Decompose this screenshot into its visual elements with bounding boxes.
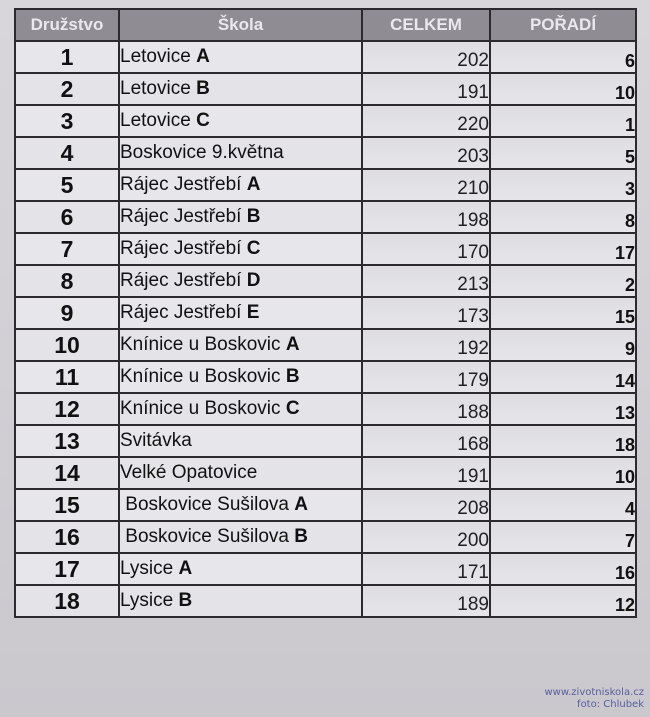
table-row (15, 201, 636, 233)
team-letter: B (294, 526, 308, 547)
team-number: 6 (15, 201, 119, 233)
school-label: Knínice u Boskovic (120, 334, 281, 355)
team-letter: C (246, 238, 261, 259)
team-letter: D (246, 270, 261, 291)
team-number: 16 (15, 521, 119, 553)
total-score: 198 (362, 201, 490, 233)
table-row (15, 169, 636, 201)
total-score: 179 (362, 361, 490, 393)
header-team: Družstvo (15, 9, 119, 41)
table-row (15, 73, 636, 105)
school-label: Boskovice Sušilova (120, 494, 289, 515)
team-number: 18 (15, 585, 119, 617)
team-letter: A (285, 334, 300, 355)
school-name (119, 457, 362, 489)
results-body (15, 41, 636, 617)
total-score: 208 (362, 489, 490, 521)
rank-value: 3 (490, 169, 636, 201)
rank-value: 16 (490, 553, 636, 585)
school-name (119, 233, 362, 265)
school-name (119, 489, 362, 521)
school-name (119, 41, 362, 73)
header-rank: POŘADÍ (490, 9, 636, 41)
school-label: Boskovice Sušilova (120, 526, 289, 547)
rank-value: 12 (490, 585, 636, 617)
rank-value: 10 (490, 73, 636, 105)
table-row (15, 361, 636, 393)
school-label: Svitávka (120, 430, 192, 451)
school-label: Lysice (120, 590, 174, 611)
team-number: 10 (15, 329, 119, 361)
total-score: 220 (362, 105, 490, 137)
photo-credit (545, 687, 645, 711)
team-number: 5 (15, 169, 119, 201)
total-score: 173 (362, 297, 490, 329)
school-label: Velké Opatovice (120, 462, 258, 483)
total-score: 203 (362, 137, 490, 169)
school-name (119, 265, 362, 297)
rank-value: 4 (490, 489, 636, 521)
school-name (119, 297, 362, 329)
table-row (15, 585, 636, 617)
team-number: 7 (15, 233, 119, 265)
header-school: Škola (119, 9, 362, 41)
team-number: 9 (15, 297, 119, 329)
team-letter: A (196, 46, 210, 67)
table-row (15, 297, 636, 329)
school-label: Letovice (120, 46, 191, 67)
school-name (119, 329, 362, 361)
total-score: 192 (362, 329, 490, 361)
table-row (15, 489, 636, 521)
school-label: Rájec Jestřebí (120, 302, 242, 323)
school-label: Rájec Jestřebí (120, 270, 242, 291)
rank-value: 10 (490, 457, 636, 489)
school-label: Rájec Jestřebí (120, 174, 242, 195)
school-label: Rájec Jestřebí (120, 206, 242, 227)
team-number: 8 (15, 265, 119, 297)
total-score: 188 (362, 393, 490, 425)
rank-value: 14 (490, 361, 636, 393)
team-letter: B (246, 206, 261, 227)
total-score: 168 (362, 425, 490, 457)
team-letter: A (178, 558, 193, 579)
table-row (15, 425, 636, 457)
rank-value: 8 (490, 201, 636, 233)
table-row (15, 329, 636, 361)
results-table (14, 8, 637, 618)
rank-value: 7 (490, 521, 636, 553)
school-label: Lysice (120, 558, 174, 579)
team-letter: A (294, 494, 308, 515)
rank-value: 9 (490, 329, 636, 361)
total-score: 210 (362, 169, 490, 201)
rank-value: 1 (490, 105, 636, 137)
table-row (15, 41, 636, 73)
rank-value: 13 (490, 393, 636, 425)
team-number: 12 (15, 393, 119, 425)
team-letter: C (196, 110, 210, 131)
team-letter: E (246, 302, 260, 323)
school-name (119, 137, 362, 169)
table-row (15, 105, 636, 137)
team-number: 14 (15, 457, 119, 489)
rank-value: 5 (490, 137, 636, 169)
total-score: 191 (362, 457, 490, 489)
team-number: 1 (15, 41, 119, 73)
total-score: 191 (362, 73, 490, 105)
total-score: 200 (362, 521, 490, 553)
team-number: 17 (15, 553, 119, 585)
school-label: Boskovice 9.května (120, 142, 284, 163)
table-row (15, 265, 636, 297)
table-row (15, 233, 636, 265)
school-label: Knínice u Boskovic (120, 398, 281, 419)
total-score: 171 (362, 553, 490, 585)
rank-value: 15 (490, 297, 636, 329)
table-row (15, 457, 636, 489)
rank-value: 17 (490, 233, 636, 265)
table-row (15, 393, 636, 425)
school-name (119, 105, 362, 137)
school-label: Rájec Jestřebí (120, 238, 242, 259)
total-score: 202 (362, 41, 490, 73)
team-number: 2 (15, 73, 119, 105)
school-name (119, 553, 362, 585)
team-letter: C (285, 398, 300, 419)
school-name (119, 521, 362, 553)
school-name (119, 361, 362, 393)
total-score: 213 (362, 265, 490, 297)
rank-value: 6 (490, 41, 636, 73)
total-score: 189 (362, 585, 490, 617)
school-label: Letovice (120, 78, 191, 99)
school-name (119, 73, 362, 105)
header-row (15, 9, 636, 41)
team-letter: B (285, 366, 300, 387)
school-label: Letovice (120, 110, 191, 131)
school-name (119, 585, 362, 617)
table-row (15, 137, 636, 169)
total-score: 170 (362, 233, 490, 265)
team-letter: A (246, 174, 261, 195)
team-number: 3 (15, 105, 119, 137)
rank-value: 18 (490, 425, 636, 457)
team-number: 11 (15, 361, 119, 393)
school-name (119, 393, 362, 425)
table-row (15, 521, 636, 553)
rank-value: 2 (490, 265, 636, 297)
school-name (119, 201, 362, 233)
team-letter: B (178, 590, 193, 611)
table-row (15, 553, 636, 585)
team-number: 15 (15, 489, 119, 521)
school-name (119, 425, 362, 457)
credit-site: www.zivotniskola.cz (544, 687, 644, 698)
school-name (119, 169, 362, 201)
team-number: 13 (15, 425, 119, 457)
credit-author: foto: Chlubek (577, 699, 644, 710)
school-label: Knínice u Boskovic (120, 366, 281, 387)
team-number: 4 (15, 137, 119, 169)
header-total: CELKEM (362, 9, 490, 41)
team-letter: B (196, 78, 210, 99)
